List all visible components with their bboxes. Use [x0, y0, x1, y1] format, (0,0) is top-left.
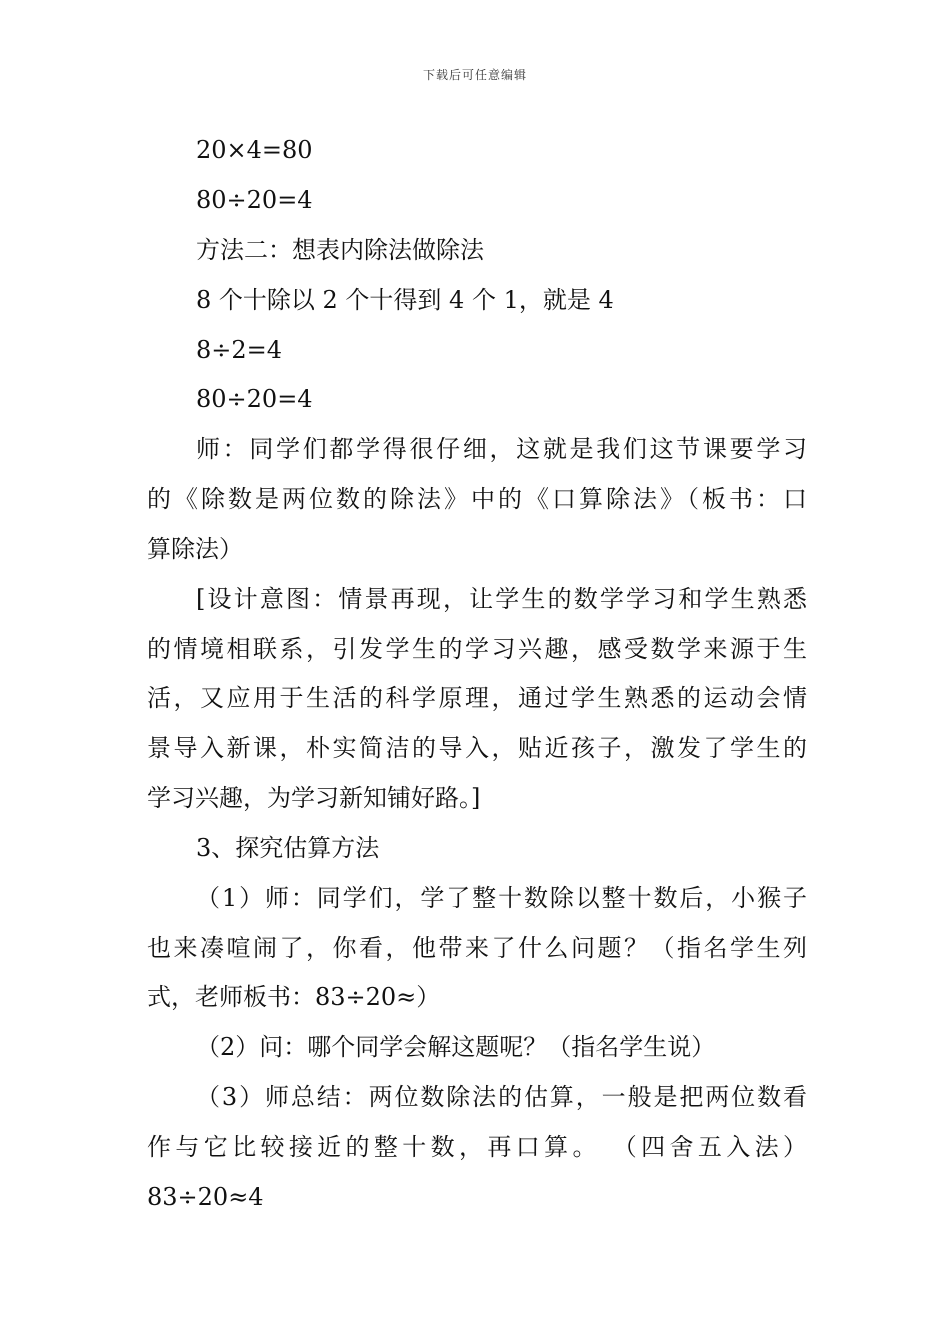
- text-line: 式，老师板书：83÷20≈）: [147, 983, 441, 1011]
- text-line: 80÷20=4: [196, 385, 313, 413]
- page-header: 下载后可任意编辑: [422, 68, 527, 82]
- text-line: 学习兴趣，为学习新知铺好路。]: [147, 784, 481, 812]
- text-line: 的情境相联系，引发学生的学习兴趣，感受数学来源于生: [147, 635, 807, 663]
- text-line: 景导入新课，朴实简洁的导入，贴近孩子，激发了学生的: [147, 734, 807, 762]
- text-line: 83÷20≈4: [147, 1183, 264, 1211]
- text-line: 也来凑喧闹了，你看，他带来了什么问题？（指名学生列: [147, 934, 807, 962]
- text-line: [设计意图：情景再现，让学生的数学学习和学生熟悉: [196, 585, 807, 613]
- section-heading: 3、探究估算方法: [196, 834, 380, 862]
- text-line: 活，又应用于生活的科学原理，通过学生熟悉的运动会情: [147, 684, 807, 712]
- text-line: 方法二：想表内除法做除法: [196, 236, 484, 264]
- text-line: 8÷2=4: [196, 336, 283, 364]
- text-line: 80÷20=4: [196, 186, 313, 214]
- text-line: 作与它比较接近的整十数，再口算。 （四舍五入法）: [147, 1133, 807, 1161]
- text-line: （2）问：哪个同学会解这题呢？（指名学生说）: [196, 1033, 716, 1061]
- text-line: 8 个十除以 2 个十得到 4 个 1，就是 4: [196, 286, 614, 314]
- text-line: 算除法）: [147, 535, 243, 563]
- text-line: 师：同学们都学得很仔细，这就是我们这节课要学习: [196, 435, 807, 463]
- text-line: （3）师总结：两位数除法的估算，一般是把两位数看: [196, 1083, 807, 1111]
- text-line: 20×4=80: [196, 136, 313, 164]
- text-line: （1）师：同学们，学了整十数除以整十数后，小猴子: [196, 884, 807, 912]
- text-line: 的《除数是两位数的除法》中的《口算除法》（板书：口: [147, 485, 807, 513]
